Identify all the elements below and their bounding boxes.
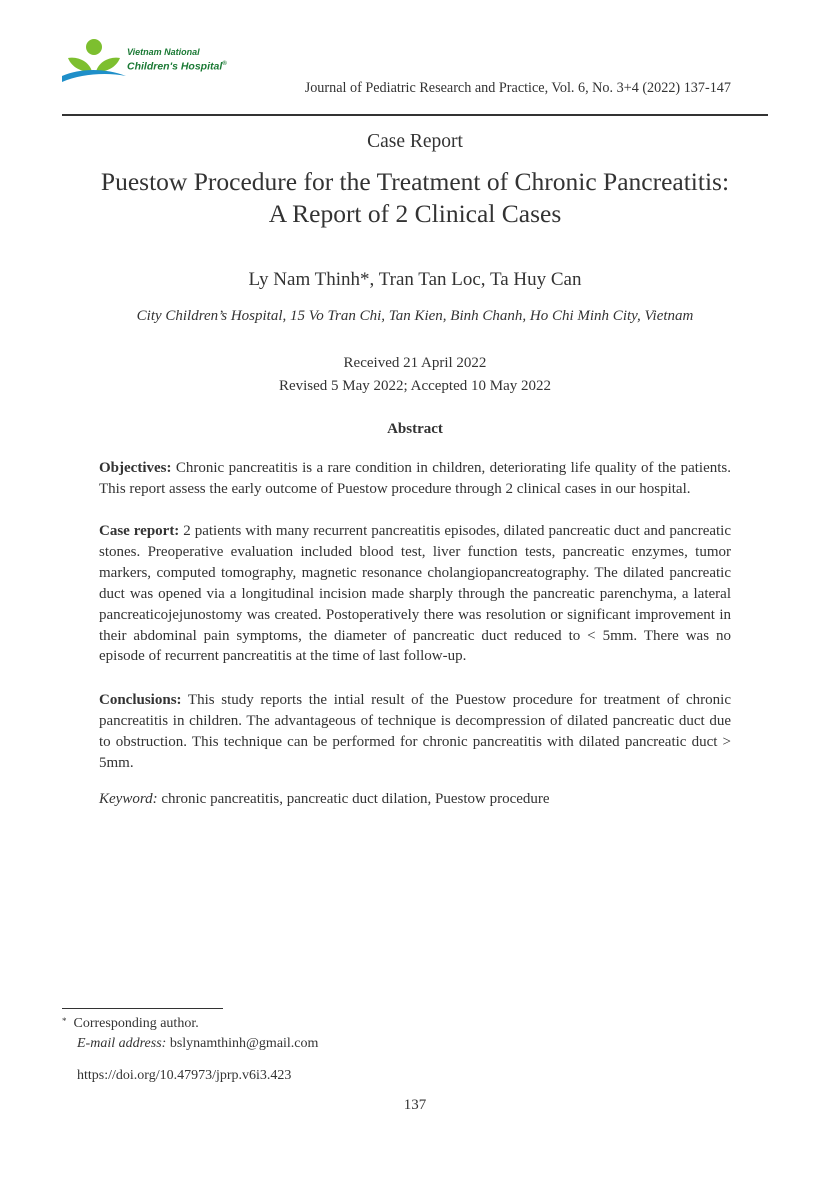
abstract-case-report bbox=[99, 521, 731, 667]
article-title bbox=[0, 166, 830, 230]
logo-head-icon bbox=[86, 39, 102, 55]
logo-line1: Vietnam National bbox=[127, 47, 200, 57]
authors: Ly Nam Thinh*, Tran Tan Loc, Ta Huy Can bbox=[248, 269, 582, 290]
keyword-label: Keyword: bbox=[99, 791, 158, 807]
header-rule bbox=[62, 114, 768, 116]
logo-line2: Children's Hospital bbox=[127, 60, 223, 73]
logo-leaf-left-icon bbox=[68, 58, 92, 72]
abstract-heading: Abstract bbox=[387, 421, 443, 437]
abstract-objectives bbox=[99, 458, 731, 500]
footnote-rule bbox=[62, 1008, 223, 1009]
footnote-email bbox=[77, 1036, 318, 1052]
title-line-2: A Report of 2 Clinical Cases bbox=[268, 199, 562, 228]
affiliation: City Children’s Hospital, 15 Vo Tran Chi, Tan Kien, Binh Chanh, Ho Chi Minh City, Vietnam bbox=[136, 308, 694, 324]
footnote-star: * bbox=[62, 1016, 67, 1026]
journal-citation: Journal of Pediatric Research and Practice, Vol. 6, No. 3+4 (2022) 137-147 bbox=[304, 80, 731, 96]
abstract-conclusions bbox=[99, 690, 731, 774]
title-line-1: Puestow Procedure for the Treatment of Chronic Pancreatitis: bbox=[100, 167, 730, 196]
page-number: 137 bbox=[403, 1097, 427, 1113]
article-type: Case Report bbox=[367, 131, 463, 152]
case-report-label: Case report: bbox=[99, 523, 180, 539]
conclusions-text: This study reports the intial result of the Puestow procedure for treatment of chronic pancreatitis in children. The advantageous of technique is decompression of dilated pancreatic duct due to obstruction. This technique can be performed for chronic pancreatitis with dilated pancreatic duct > 5mm. bbox=[99, 692, 731, 771]
footnote-corresponding bbox=[62, 1016, 199, 1032]
corresponding-text: Corresponding author. bbox=[73, 1016, 199, 1031]
logo-text bbox=[127, 46, 227, 73]
logo-leaf-right-icon bbox=[96, 58, 120, 72]
email-label: E-mail address: bbox=[77, 1036, 167, 1051]
keyword-text: chronic pancreatitis, pancreatic duct dilation, Puestow procedure bbox=[161, 791, 550, 807]
case-report-text: 2 patients with many recurrent pancreatitis episodes, dilated pancreatic duct and pancreatic stones. Preoperative evaluation included blood test, liver function tests, pancreatic enzymes, tumor markers, computed tomography, magnetic resonance cholangiopancreatography. The dilated pancreatic duct was opened via a longitudinal incision made sharply through the pancreatic parenchyma, a lateral pancreaticojejunostomy was created. Postoperatively there was resolution or significant improvement in their abdominal pain symptoms, the diameter of pancreatic duct reduced to < 5mm. There was no episode of recurrent pancreatitis at the time of last follow-up. bbox=[99, 523, 731, 665]
email-link[interactable]: bslynamthinh@gmail.com bbox=[169, 1036, 319, 1051]
objectives-label: Objectives: bbox=[99, 460, 172, 476]
conclusions-label: Conclusions: bbox=[99, 692, 182, 708]
revised-accepted-date: Revised 5 May 2022; Accepted 10 May 2022 bbox=[278, 378, 552, 394]
doi-link[interactable]: https://doi.org/10.47973/jprp.v6i3.423 bbox=[77, 1068, 292, 1083]
objectives-text: Chronic pancreatitis is a rare condition in children, deteriorating life quality of the patients. This report assess the early outcome of Puestow procedure through 2 clinical cases in our hospital. bbox=[99, 460, 731, 497]
logo-registered-mark: ® bbox=[222, 61, 227, 67]
received-date: Received 21 April 2022 bbox=[343, 355, 487, 371]
keywords bbox=[99, 789, 731, 810]
